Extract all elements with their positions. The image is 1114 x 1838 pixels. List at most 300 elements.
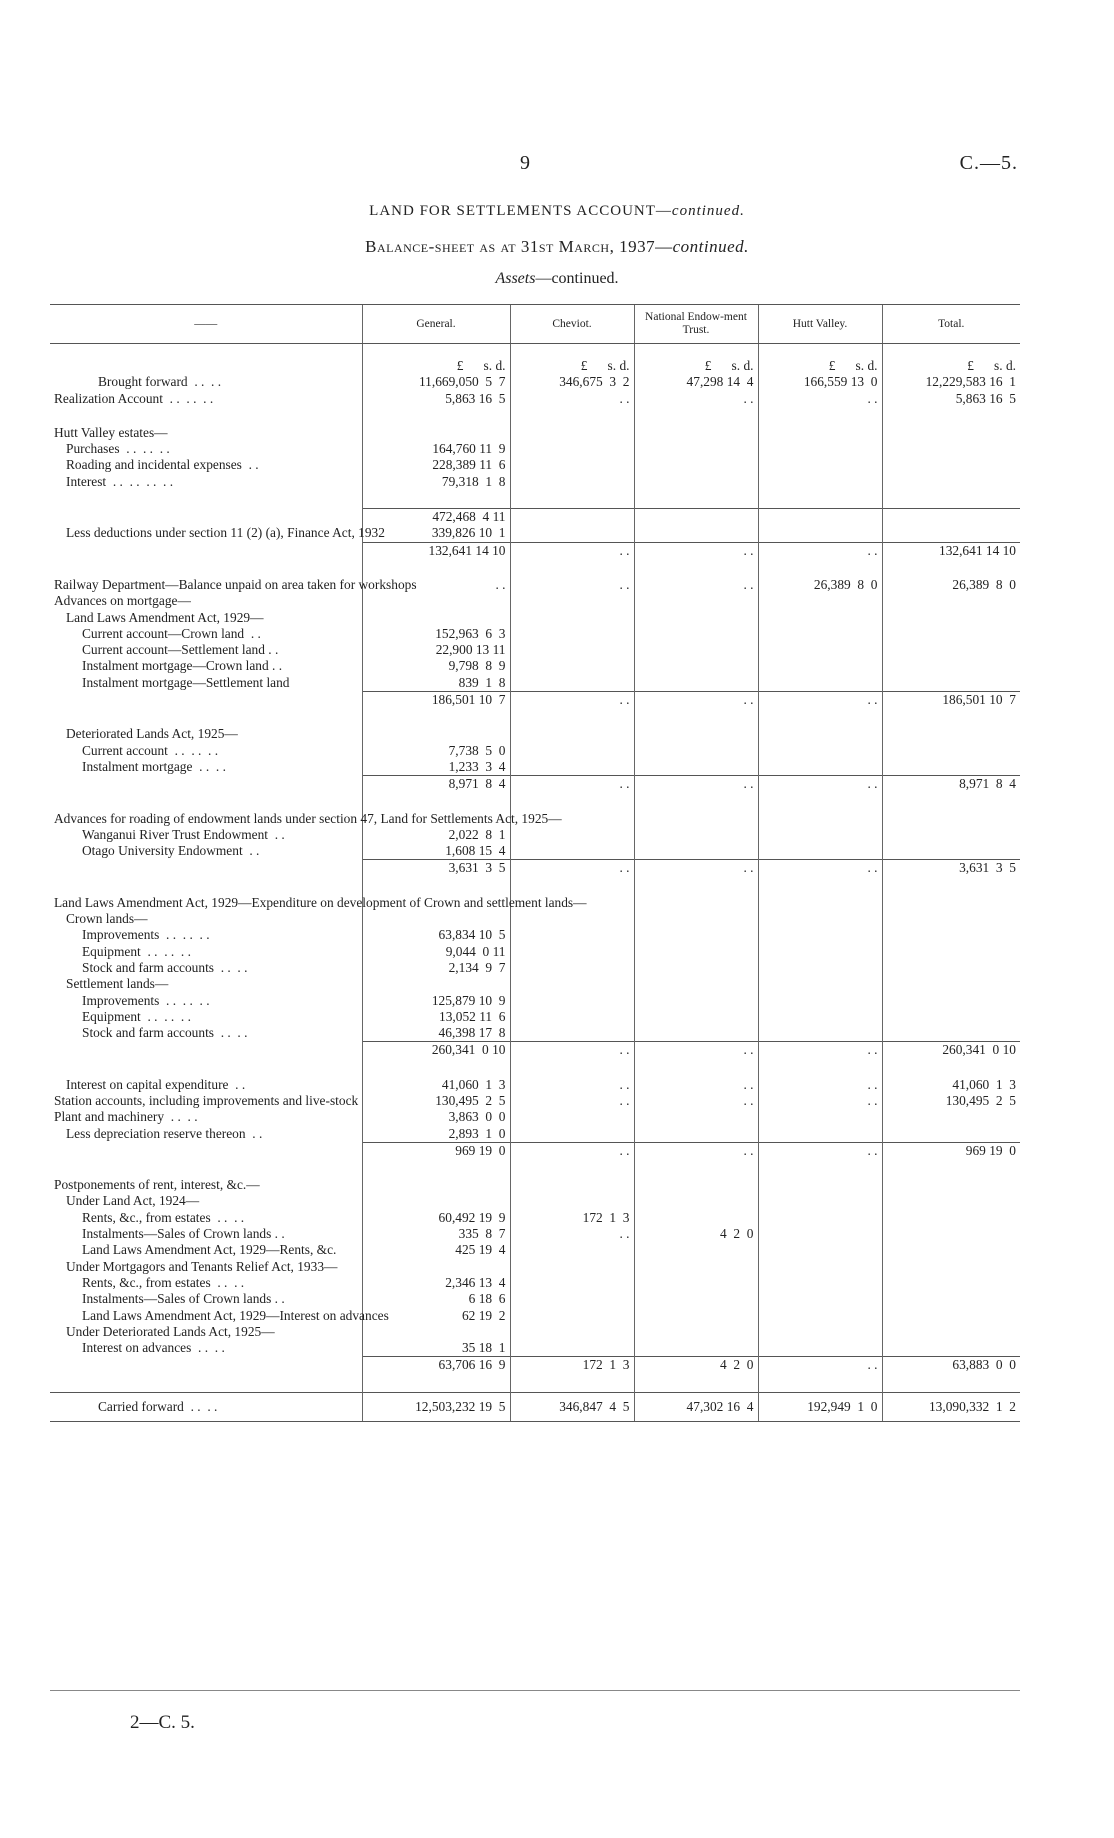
table-row xyxy=(50,658,1020,674)
spacer-cell xyxy=(362,1374,510,1393)
spacer-row xyxy=(50,559,1020,577)
amount-hutt-valley xyxy=(758,525,882,542)
title-suffix: continued. xyxy=(671,203,745,219)
amount-hutt-valley xyxy=(758,895,882,911)
amount-cheviot xyxy=(510,658,634,674)
spacer-cell xyxy=(634,559,758,577)
amount-cheviot: 172 1 3 xyxy=(510,1357,634,1374)
amount-national-endowment-trust: . . xyxy=(634,776,758,793)
spacer-cell xyxy=(758,1159,882,1177)
table-row xyxy=(50,1340,1020,1357)
amount-cheviot xyxy=(510,944,634,960)
currency-header: £ s. d. xyxy=(362,344,510,375)
amount-national-endowment-trust xyxy=(634,726,758,742)
amount-general: 152,963 6 3 xyxy=(362,626,510,642)
table-row xyxy=(50,843,1020,860)
amount-general: 63,706 16 9 xyxy=(362,1357,510,1374)
amount-cheviot xyxy=(510,911,634,927)
amount-hutt-valley xyxy=(758,726,882,742)
table-row xyxy=(50,457,1020,473)
amount-total xyxy=(882,1340,1020,1357)
amount-total xyxy=(882,1177,1020,1193)
table-row xyxy=(50,441,1020,457)
spacer-cell xyxy=(882,1059,1020,1077)
spacer-cell xyxy=(634,1059,758,1077)
amount-national-endowment-trust xyxy=(634,593,758,609)
amount-national-endowment-trust xyxy=(634,960,758,976)
row-label: Deteriorated Lands Act, 1925— xyxy=(66,726,238,742)
amount-general xyxy=(362,976,510,992)
amount-national-endowment-trust: . . xyxy=(634,1077,758,1093)
amount-hutt-valley xyxy=(758,944,882,960)
spacer-cell xyxy=(50,407,362,425)
amount-hutt-valley: . . xyxy=(758,1093,882,1109)
row-label xyxy=(50,776,362,793)
amount-cheviot xyxy=(510,1109,634,1125)
amount-total xyxy=(882,525,1020,542)
amount-total xyxy=(882,1275,1020,1291)
amount-cheviot xyxy=(510,626,634,642)
amount-national-endowment-trust: . . xyxy=(634,391,758,407)
amount-national-endowment-trust: 4 2 0 xyxy=(634,1357,758,1374)
row-label: Less deductions under section 11 (2) (a), Finance Act, 1932 xyxy=(66,525,385,541)
table-row xyxy=(50,1025,1020,1042)
amount-general: . . xyxy=(362,577,510,593)
currency-header: £ s. d. xyxy=(510,344,634,375)
amount-cheviot xyxy=(510,525,634,542)
spacer-cell xyxy=(50,708,362,726)
table-row xyxy=(50,1109,1020,1125)
amount-general: 62 19 2 xyxy=(362,1308,510,1324)
amount-cheviot xyxy=(510,1308,634,1324)
amount-hutt-valley xyxy=(758,976,882,992)
amount-general: 125,879 10 9 xyxy=(362,993,510,1009)
row-label: Stock and farm accounts . . . . xyxy=(82,959,248,975)
amount-hutt-valley xyxy=(758,1025,882,1042)
amount-total xyxy=(882,1242,1020,1258)
page-number: 9 xyxy=(520,152,530,174)
amount-national-endowment-trust xyxy=(634,474,758,490)
amount-national-endowment-trust xyxy=(634,759,758,776)
amount-hutt-valley xyxy=(758,1210,882,1226)
spacer-cell xyxy=(882,1159,1020,1177)
spacer-cell xyxy=(50,793,362,811)
amount-hutt-valley xyxy=(758,1275,882,1291)
amount-hutt-valley: . . xyxy=(758,1142,882,1159)
spacer-cell xyxy=(510,1059,634,1077)
amount-national-endowment-trust xyxy=(634,1291,758,1307)
row-label: Less depreciation reserve thereon . . xyxy=(66,1125,263,1141)
table-row xyxy=(50,1193,1020,1209)
amount-total xyxy=(882,1025,1020,1042)
row-label: Plant and machinery . . . . xyxy=(54,1109,198,1125)
amount-total: 186,501 10 7 xyxy=(882,692,1020,709)
amount-general xyxy=(362,1177,510,1193)
column-header-national-endowment-trust: National Endow-ment Trust. xyxy=(634,305,758,344)
section-name: Assets xyxy=(495,270,536,287)
amount-general: 130,495 2 5 xyxy=(362,1093,510,1109)
amount-hutt-valley xyxy=(758,642,882,658)
subtotal-row xyxy=(50,1042,1020,1059)
amount-total xyxy=(882,743,1020,759)
subtotal-row xyxy=(50,1142,1020,1159)
amount-total: 3,631 3 5 xyxy=(882,860,1020,877)
amount-national-endowment-trust xyxy=(634,675,758,692)
amount-national-endowment-trust xyxy=(634,1025,758,1042)
row-label: Instalments—Sales of Crown lands . . xyxy=(82,1291,285,1307)
table-row xyxy=(50,743,1020,759)
spacer-cell xyxy=(50,877,362,895)
amount-general: 6 18 6 xyxy=(362,1291,510,1307)
spacer-cell xyxy=(510,708,634,726)
amount-hutt-valley xyxy=(758,509,882,526)
table-row xyxy=(50,960,1020,976)
amount-cheviot xyxy=(510,827,634,843)
amount-general: 3,863 0 0 xyxy=(362,1109,510,1125)
carried-forward-row xyxy=(50,1392,1020,1421)
spacer-cell xyxy=(634,1159,758,1177)
amount-hutt-valley xyxy=(758,759,882,776)
row-label xyxy=(50,860,362,877)
amount-hutt-valley xyxy=(758,441,882,457)
amount-general: 186,501 10 7 xyxy=(362,692,510,709)
row-label: Postponements of rent, interest, &c.— xyxy=(54,1177,260,1193)
amount-general: 339,826 10 1 xyxy=(362,525,510,542)
table-row xyxy=(50,811,1020,827)
amount-national-endowment-trust xyxy=(634,509,758,526)
spacer-cell xyxy=(634,708,758,726)
table-row xyxy=(50,1324,1020,1340)
row-label: Station accounts, including improvements and live-stock xyxy=(54,1092,359,1108)
amount-cheviot xyxy=(510,425,634,441)
amount-total: 5,863 16 5 xyxy=(882,391,1020,407)
amount-cheviot xyxy=(510,960,634,976)
table-row xyxy=(50,911,1020,927)
amount-cheviot: 346,675 3 2 xyxy=(510,374,634,390)
amount-total xyxy=(882,441,1020,457)
amount-general: 12,503,232 19 5 xyxy=(362,1392,510,1421)
currency-header: £ s. d. xyxy=(634,344,758,375)
row-label: Current account . . . . . . xyxy=(82,742,219,758)
amount-hutt-valley: . . xyxy=(758,776,882,793)
amount-hutt-valley: . . xyxy=(758,692,882,709)
row-label: Purchases . . . . . . xyxy=(66,441,170,457)
row-label xyxy=(50,509,362,526)
amount-national-endowment-trust xyxy=(634,976,758,992)
amount-hutt-valley xyxy=(758,626,882,642)
amount-general xyxy=(362,593,510,609)
amount-hutt-valley xyxy=(758,1177,882,1193)
amount-national-endowment-trust xyxy=(634,457,758,473)
table-row xyxy=(50,1308,1020,1324)
amount-cheviot xyxy=(510,509,634,526)
currency-header: £ s. d. xyxy=(882,344,1020,375)
amount-total: 26,389 8 0 xyxy=(882,577,1020,593)
amount-general xyxy=(362,726,510,742)
section-suffix: —continued. xyxy=(535,270,619,287)
amount-hutt-valley xyxy=(758,811,882,827)
row-label: Rents, &c., from estates . . . . xyxy=(82,1209,245,1225)
amount-hutt-valley xyxy=(758,993,882,1009)
spacer-cell xyxy=(510,1159,634,1177)
row-label xyxy=(50,1042,362,1059)
amount-national-endowment-trust xyxy=(634,441,758,457)
spacer-cell xyxy=(882,1374,1020,1393)
amount-total: 8,971 8 4 xyxy=(882,776,1020,793)
amount-total xyxy=(882,927,1020,943)
table-row xyxy=(50,626,1020,642)
amount-national-endowment-trust xyxy=(634,743,758,759)
amount-general: 2,134 9 7 xyxy=(362,960,510,976)
subtotal-row xyxy=(50,776,1020,793)
row-label xyxy=(50,1142,362,1159)
row-label: Stock and farm accounts . . . . xyxy=(82,1025,248,1041)
row-label: Rents, &c., from estates . . . . xyxy=(82,1274,245,1290)
column-header-row xyxy=(50,305,1020,344)
amount-hutt-valley xyxy=(758,1126,882,1143)
table-row xyxy=(50,993,1020,1009)
amount-general: 969 19 0 xyxy=(362,1142,510,1159)
spacer-cell xyxy=(510,793,634,811)
page-header xyxy=(0,152,1114,180)
spacer-cell xyxy=(634,490,758,509)
amount-total xyxy=(882,960,1020,976)
amount-total xyxy=(882,593,1020,609)
row-label: Equipment . . . . . . xyxy=(82,1008,191,1024)
balance-sheet-table xyxy=(50,304,1020,1422)
amount-general: 13,052 11 6 xyxy=(362,1009,510,1025)
section-heading xyxy=(0,270,1114,288)
amount-cheviot xyxy=(510,1009,634,1025)
amount-national-endowment-trust xyxy=(634,1009,758,1025)
table-row xyxy=(50,1226,1020,1242)
amount-total xyxy=(882,425,1020,441)
spacer-row xyxy=(50,793,1020,811)
amount-total: 969 19 0 xyxy=(882,1142,1020,1159)
subtotal-row xyxy=(50,692,1020,709)
balance-sheet-body xyxy=(50,344,1020,1422)
table-row xyxy=(50,1009,1020,1025)
amount-hutt-valley xyxy=(758,675,882,692)
spacer-cell xyxy=(882,559,1020,577)
amount-cheviot xyxy=(510,610,634,626)
spacer-cell xyxy=(882,793,1020,811)
spacer-cell xyxy=(510,490,634,509)
amount-hutt-valley xyxy=(758,1291,882,1307)
spacer-cell xyxy=(882,877,1020,895)
amount-total xyxy=(882,1226,1020,1242)
amount-total: 13,090,332 1 2 xyxy=(882,1392,1020,1421)
table-row xyxy=(50,1259,1020,1275)
row-label: Advances on mortgage— xyxy=(54,593,191,609)
amount-general xyxy=(362,1324,510,1340)
row-label: Current account—Crown land . . xyxy=(82,625,261,641)
amount-national-endowment-trust: . . xyxy=(634,1042,758,1059)
spacer-cell xyxy=(50,1059,362,1077)
amount-general: 9,798 8 9 xyxy=(362,658,510,674)
subtitle-suffix: continued. xyxy=(672,237,749,256)
amount-national-endowment-trust xyxy=(634,927,758,943)
spacer-cell xyxy=(362,793,510,811)
amount-total xyxy=(882,610,1020,626)
row-label: Instalment mortgage—Settlement land xyxy=(82,674,290,690)
amount-general: 3,631 3 5 xyxy=(362,860,510,877)
spacer-cell xyxy=(362,708,510,726)
column-header-cheviot: Cheviot. xyxy=(510,305,634,344)
amount-national-endowment-trust xyxy=(634,911,758,927)
row-label: Under Mortgagors and Tenants Relief Act, 1933— xyxy=(66,1258,338,1274)
amount-total xyxy=(882,911,1020,927)
amount-national-endowment-trust xyxy=(634,811,758,827)
amount-cheviot xyxy=(510,457,634,473)
table-row xyxy=(50,759,1020,776)
amount-total: 41,060 1 3 xyxy=(882,1077,1020,1093)
table-row xyxy=(50,976,1020,992)
table-row xyxy=(50,474,1020,490)
amount-hutt-valley xyxy=(758,1242,882,1258)
table-row xyxy=(50,895,1020,911)
amount-general: 11,669,050 5 7 xyxy=(362,374,510,390)
amount-total xyxy=(882,811,1020,827)
amount-total xyxy=(882,993,1020,1009)
row-label: Railway Department—Balance unpaid on area taken for workshops xyxy=(54,576,417,592)
row-label xyxy=(50,1357,362,1374)
amount-national-endowment-trust xyxy=(634,658,758,674)
row-label: Current account—Settlement land . . xyxy=(82,642,279,658)
spacer-cell xyxy=(634,1374,758,1393)
amount-hutt-valley: 166,559 13 0 xyxy=(758,374,882,390)
amount-national-endowment-trust xyxy=(634,1308,758,1324)
spacer-cell xyxy=(882,490,1020,509)
amount-total xyxy=(882,1291,1020,1307)
spacer-cell xyxy=(634,877,758,895)
spacer-cell xyxy=(882,708,1020,726)
column-header-total: Total. xyxy=(882,305,1020,344)
amount-general: 63,834 10 5 xyxy=(362,927,510,943)
row-label: Instalments—Sales of Crown lands . . xyxy=(82,1226,285,1242)
spacer-row xyxy=(50,877,1020,895)
amount-cheviot: . . xyxy=(510,776,634,793)
amount-cheviot xyxy=(510,593,634,609)
amount-national-endowment-trust xyxy=(634,1275,758,1291)
row-label: Otago University Endowment . . xyxy=(82,843,260,859)
amount-cheviot xyxy=(510,993,634,1009)
row-label: Roading and incidental expenses . . xyxy=(66,457,259,473)
amount-cheviot: . . xyxy=(510,1226,634,1242)
amount-general: 839 1 8 xyxy=(362,675,510,692)
row-label: Advances for roading of endowment lands under section 47, Land for Settlements Act, 1925— xyxy=(54,810,562,826)
amount-hutt-valley xyxy=(758,743,882,759)
spacer-cell xyxy=(758,708,882,726)
table-row xyxy=(50,374,1020,390)
spacer-cell xyxy=(758,407,882,425)
amount-total xyxy=(882,759,1020,776)
amount-hutt-valley xyxy=(758,911,882,927)
spacer-cell xyxy=(50,490,362,509)
amount-general: 1,608 15 4 xyxy=(362,843,510,860)
amount-hutt-valley xyxy=(758,827,882,843)
amount-total xyxy=(882,509,1020,526)
currency-header-row xyxy=(50,344,1020,375)
amount-total: 12,229,583 16 1 xyxy=(882,374,1020,390)
amount-cheviot: . . xyxy=(510,860,634,877)
footer-signature: 2—C. 5. xyxy=(130,1712,195,1733)
amount-national-endowment-trust xyxy=(634,1340,758,1357)
amount-cheviot xyxy=(510,759,634,776)
amount-national-endowment-trust xyxy=(634,1259,758,1275)
amount-total xyxy=(882,1259,1020,1275)
spacer-row xyxy=(50,490,1020,509)
spacer-cell xyxy=(362,490,510,509)
amount-general: 5,863 16 5 xyxy=(362,391,510,407)
spacer-cell xyxy=(758,559,882,577)
row-label: Instalment mortgage—Crown land . . xyxy=(82,658,283,674)
amount-total: 130,495 2 5 xyxy=(882,1093,1020,1109)
amount-hutt-valley xyxy=(758,1324,882,1340)
row-label: Land Laws Amendment Act, 1929— xyxy=(66,609,264,625)
amount-total xyxy=(882,1324,1020,1340)
row-label: Interest . . . . . . . . xyxy=(66,473,174,489)
row-label: Instalment mortgage . . . . xyxy=(82,758,226,774)
amount-national-endowment-trust xyxy=(634,1126,758,1143)
amount-general: 2,346 13 4 xyxy=(362,1275,510,1291)
currency-header: £ s. d. xyxy=(758,344,882,375)
spacer-cell xyxy=(882,407,1020,425)
row-label: Improvements . . . . . . xyxy=(82,927,210,943)
spacer-cell xyxy=(362,877,510,895)
amount-general: 1,233 3 4 xyxy=(362,759,510,776)
amount-total xyxy=(882,1308,1020,1324)
footer-rule xyxy=(50,1690,1020,1691)
amount-hutt-valley: . . xyxy=(758,1042,882,1059)
amount-hutt-valley xyxy=(758,457,882,473)
table-row xyxy=(50,827,1020,843)
amount-cheviot xyxy=(510,1126,634,1143)
amount-general: 79,318 1 8 xyxy=(362,474,510,490)
row-label: Carried forward . . . . xyxy=(50,1392,362,1421)
page-subtitle xyxy=(0,237,1114,257)
spacer-cell xyxy=(758,877,882,895)
amount-hutt-valley: 192,949 1 0 xyxy=(758,1392,882,1421)
table-row xyxy=(50,1291,1020,1307)
spacer-cell xyxy=(362,559,510,577)
amount-hutt-valley xyxy=(758,843,882,860)
subtotal-row xyxy=(50,509,1020,526)
amount-general: 164,760 11 9 xyxy=(362,441,510,457)
amount-national-endowment-trust xyxy=(634,1193,758,1209)
amount-cheviot: . . xyxy=(510,1077,634,1093)
amount-cheviot xyxy=(510,743,634,759)
amount-cheviot xyxy=(510,976,634,992)
amount-cheviot xyxy=(510,1291,634,1307)
amount-total xyxy=(882,1109,1020,1125)
amount-general: 7,738 5 0 xyxy=(362,743,510,759)
amount-total xyxy=(882,726,1020,742)
table-row xyxy=(50,726,1020,742)
amount-hutt-valley: . . xyxy=(758,1077,882,1093)
row-label: Land Laws Amendment Act, 1929—Interest on advances xyxy=(82,1307,389,1323)
amount-total xyxy=(882,843,1020,860)
amount-national-endowment-trust xyxy=(634,827,758,843)
amount-cheviot xyxy=(510,1242,634,1258)
amount-general: 2,893 1 0 xyxy=(362,1126,510,1143)
amount-national-endowment-trust xyxy=(634,993,758,1009)
page-title xyxy=(0,203,1114,220)
subtitle-main: Balance-sheet as at 31st March, 1937— xyxy=(365,237,673,256)
amount-hutt-valley xyxy=(758,1009,882,1025)
amount-total xyxy=(882,474,1020,490)
amount-national-endowment-trust xyxy=(634,1109,758,1125)
